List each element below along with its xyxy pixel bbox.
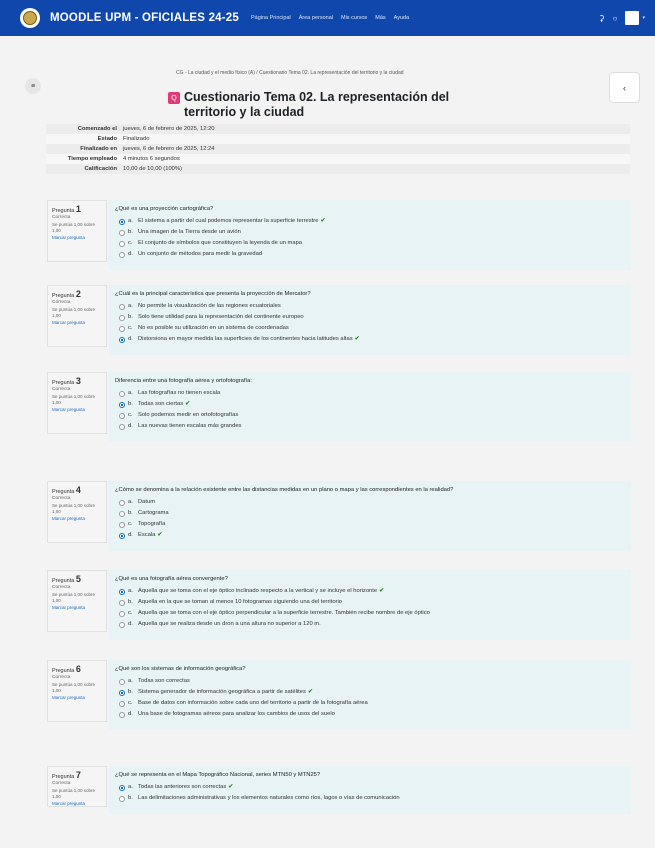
answer-option[interactable] <box>115 401 626 408</box>
site-name[interactable]: MOODLE UPM - OFICIALES 24-25 <box>50 12 239 24</box>
answer-text: No es posible su utilización en un sistema de coordenadas <box>138 325 289 331</box>
flag-question-link[interactable]: Marcar pregunta <box>52 407 86 412</box>
answer-letter: a. <box>128 588 133 594</box>
answer-radio[interactable] <box>119 533 125 539</box>
answer-option[interactable] <box>115 689 626 696</box>
question-number-value: 5 <box>75 574 81 584</box>
question-prefix: Pregunta <box>52 380 75 386</box>
flag-question-link[interactable]: Marcar pregunta <box>52 320 86 325</box>
question-info <box>47 372 107 434</box>
answer-radio[interactable] <box>119 589 125 595</box>
question-number <box>52 376 102 386</box>
question-info <box>47 570 107 632</box>
question-number <box>52 770 102 780</box>
answer-option[interactable] <box>115 621 626 628</box>
answer-text: El conjunto de símbolos que constituyen la leyenda de un mapa <box>138 240 303 246</box>
answer-text: Cartograma <box>138 510 169 516</box>
answer-letter: c. <box>128 700 133 706</box>
question-content <box>109 200 631 270</box>
page-header <box>168 90 488 120</box>
question-number <box>52 574 102 584</box>
question-prefix: Pregunta <box>52 208 75 214</box>
answer-text: Aquella que se toma con el eje óptico perpendicular a la superficie terrestre. También recibe nombre de eje óptico <box>138 610 430 616</box>
question-state: Correcta <box>52 781 71 786</box>
answer-option[interactable] <box>115 510 626 517</box>
answer-option[interactable] <box>115 412 626 419</box>
answer-radio[interactable] <box>119 337 125 343</box>
answer-text: Las nuevas tienen escalas más grandes <box>138 423 242 429</box>
answer-letter: b. <box>128 599 133 605</box>
nav-link-home[interactable]: Página Principal <box>250 15 291 21</box>
flag-question-link[interactable]: Marcar pregunta <box>52 516 86 521</box>
question-info <box>47 285 107 347</box>
answer-radio[interactable] <box>119 611 125 617</box>
answer-letter: a. <box>128 678 133 684</box>
page-title: Cuestionario Tema 02. La representación del territorio y la ciudad <box>184 90 450 119</box>
question-number <box>52 204 102 214</box>
question-content <box>109 660 631 730</box>
answer-option[interactable] <box>115 336 626 343</box>
answer-text: Topografía <box>138 521 166 527</box>
summary-row <box>46 154 630 164</box>
answer-option[interactable] <box>115 499 626 506</box>
logo-seal <box>23 11 37 25</box>
answer-text: Datum <box>138 499 156 505</box>
flag-question-link[interactable]: Marcar pregunta <box>52 235 86 240</box>
question-number-value: 4 <box>75 485 81 495</box>
check-icon: ✔ <box>228 784 234 790</box>
site-logo[interactable] <box>20 8 40 28</box>
question-info <box>47 766 107 807</box>
answer-radio[interactable] <box>119 413 125 419</box>
question-text: ¿Qué se representa en el Mapa Topográfico Nacional, series MTN50 y MTN25? <box>115 772 321 778</box>
question-grade: Se puntúa 1,00 sobre 1,00 <box>52 503 96 514</box>
answer-option[interactable] <box>115 240 626 247</box>
answer-option[interactable] <box>115 325 626 332</box>
answer-radio[interactable] <box>119 402 125 408</box>
avatar[interactable] <box>625 11 639 25</box>
answer-radio[interactable] <box>119 622 125 628</box>
top-navbar <box>0 0 655 36</box>
answer-option[interactable] <box>115 700 626 707</box>
answer-text: No permite la visualización de las regiones ecuatoriales <box>138 303 281 309</box>
answer-radio[interactable] <box>119 785 125 791</box>
answer-text: Todas son ciertas <box>138 401 184 407</box>
attempt-summary-table <box>46 124 630 174</box>
question-info <box>47 660 107 722</box>
answer-letter: d. <box>128 423 133 429</box>
answer-text: Una imagen de la Tierra desde un avión <box>138 229 241 235</box>
question-number <box>52 289 102 299</box>
answer-radio[interactable] <box>119 230 125 236</box>
answer-text: Distorsiona en mayor medida las superficies de los continentes hacia latitudes altas <box>138 336 353 342</box>
answer-letter: a. <box>128 390 133 396</box>
answer-letter: b. <box>128 795 133 801</box>
breadcrumb[interactable]: CG - La ciudad y el medio físico (A) / Cuestionario Tema 02. La representación del territorio y la ciudad <box>176 70 404 76</box>
question-state: Correcta <box>52 496 71 501</box>
answer-letter: c. <box>128 412 133 418</box>
summary-value: 4 minutos 6 segundos <box>123 156 180 162</box>
answer-letter: d. <box>128 336 133 342</box>
question-text: Diferencia entre una fotografía aérea y ortofotografía: <box>115 378 252 384</box>
quiz-icon: Q <box>168 92 180 104</box>
question-prefix: Pregunta <box>52 774 75 780</box>
nav-link-my-courses[interactable]: Mis cursos <box>340 15 368 21</box>
question-prefix: Pregunta <box>52 578 75 584</box>
question-text: ¿Qué son los sistemas de información geográfica? <box>115 666 246 672</box>
answer-radio[interactable] <box>119 219 125 225</box>
primary-nav <box>251 15 417 21</box>
question-content <box>109 766 631 814</box>
answer-option[interactable] <box>115 521 626 528</box>
answer-option[interactable] <box>115 229 626 236</box>
question-number <box>52 485 102 495</box>
question-content <box>109 481 631 551</box>
answer-radio[interactable] <box>119 500 125 506</box>
answer-letter: d. <box>128 532 133 538</box>
answer-radio[interactable] <box>119 600 125 606</box>
flag-question-link[interactable]: Marcar pregunta <box>52 605 86 610</box>
question-grade: Se puntúa 1,00 sobre 1,00 <box>52 394 96 405</box>
answer-text: Todas son correctas <box>138 678 190 684</box>
question-grade: Se puntúa 1,00 sobre 1,00 <box>52 307 96 318</box>
answer-letter: b. <box>128 510 133 516</box>
course-index-toggle[interactable]: ≡ <box>25 78 41 94</box>
check-icon: ✔ <box>320 218 326 224</box>
answer-option[interactable] <box>115 588 626 595</box>
answer-option[interactable] <box>115 784 626 791</box>
summary-value: Finalizado <box>123 136 150 142</box>
answer-letter: b. <box>128 314 133 320</box>
answer-option[interactable] <box>115 390 626 397</box>
answer-text: Sistema generador de información geográfica a partir de satélites <box>138 689 306 695</box>
question-text: ¿Cómo se denomina a la relación existente entre las distancias medidas en un plano o mapa y las correspondientes en la realidad? <box>115 487 454 493</box>
answer-text: El sistema a partir del cual podemos representar la superficie terrestre <box>138 218 319 224</box>
answer-letter: b. <box>128 689 133 695</box>
question-grade: Se puntúa 1,00 sobre 1,00 <box>52 592 96 603</box>
answer-text: Escala <box>138 532 156 538</box>
answer-letter: d. <box>128 711 133 717</box>
answer-letter: d. <box>128 251 133 257</box>
question-text: ¿Qué es una proyección cartográfica? <box>115 206 214 212</box>
answer-option[interactable] <box>115 218 626 225</box>
answer-radio[interactable] <box>119 252 125 258</box>
answer-option[interactable] <box>115 711 626 718</box>
question-state: Correcta <box>52 675 71 680</box>
question-number <box>52 664 102 674</box>
answer-radio[interactable] <box>119 315 125 321</box>
nav-right <box>599 11 645 25</box>
answer-radio[interactable] <box>119 701 125 707</box>
question-grade: Se puntúa 1,00 sobre 1,00 <box>52 682 96 693</box>
check-icon: ✔ <box>354 336 360 342</box>
answer-option[interactable] <box>115 599 626 606</box>
answer-option[interactable] <box>115 251 626 258</box>
answer-radio[interactable] <box>119 522 125 528</box>
answer-letter: c. <box>128 610 133 616</box>
question-prefix: Pregunta <box>52 489 75 495</box>
answer-text: Una base de fotogramas aéreos para analizar los cambios de usos del suelo <box>138 711 335 717</box>
summary-label: Calificación <box>84 166 117 172</box>
answer-radio[interactable] <box>119 712 125 718</box>
answer-radio[interactable] <box>119 690 125 696</box>
question-state: Correcta <box>52 387 71 392</box>
flag-question-link[interactable]: Marcar pregunta <box>52 801 86 806</box>
summary-label: Estado <box>97 136 117 142</box>
answer-radio[interactable] <box>119 241 125 247</box>
answer-text: Aquella que se toma con el eje óptico inclinado respecto a la vertical y se incluye el horizonte <box>138 588 378 594</box>
summary-label: Comenzado el <box>77 126 117 132</box>
question-prefix: Pregunta <box>52 293 75 299</box>
answer-letter: a. <box>128 218 133 224</box>
summary-value: jueves, 6 de febrero de 2025, 12:20 <box>123 126 215 132</box>
answer-option[interactable] <box>115 423 626 430</box>
answer-letter: c. <box>128 240 133 246</box>
answer-text: Aquella que se realiza desde un dron a una altura no superior a 120 m. <box>138 621 321 627</box>
answer-text: Las fotografías no tienen escala <box>138 390 221 396</box>
check-icon: ✔ <box>157 532 163 538</box>
question-text: ¿Qué es una fotografía aérea convergente? <box>115 576 228 582</box>
question-content <box>109 285 631 355</box>
answer-option[interactable] <box>115 610 626 617</box>
answer-option[interactable] <box>115 532 626 539</box>
answer-text: Base de datos con información sobre cada uno del territorio a partir de la fotografía aérea <box>138 700 368 706</box>
question-number-value: 3 <box>75 376 81 386</box>
question-grade: Se puntúa 1,00 sobre 1,00 <box>52 788 96 799</box>
answer-option[interactable] <box>115 303 626 310</box>
summary-value: 10,00 de 10,00 (100%) <box>123 166 182 172</box>
question-prefix: Pregunta <box>52 668 75 674</box>
question-info <box>47 200 107 262</box>
nav-link-help[interactable]: Ayuda <box>393 15 410 21</box>
check-icon: ✔ <box>379 588 384 594</box>
summary-row <box>46 134 630 144</box>
bell-icon[interactable]: ⚳ <box>598 13 605 23</box>
question-state: Correcta <box>52 215 71 220</box>
answer-radio[interactable] <box>119 326 125 332</box>
question-content <box>109 570 631 640</box>
answer-text: Solo tiene utilidad para la representación del continente europeo <box>138 314 304 320</box>
block-drawer-toggle[interactable]: ‹ <box>609 72 640 103</box>
answer-letter: d. <box>128 621 133 627</box>
question-number-value: 7 <box>75 770 81 780</box>
answer-letter: c. <box>128 521 133 527</box>
answer-letter: c. <box>128 325 133 331</box>
answer-text: Las delimitaciones administrativas y los elementos naturales como ríos, lagos o vías de comunicación <box>138 795 400 801</box>
answer-letter: a. <box>128 499 133 505</box>
summary-row <box>46 144 630 154</box>
chevron-down-icon[interactable]: ▾ <box>642 15 645 21</box>
question-number-value: 2 <box>75 289 81 299</box>
answer-option[interactable] <box>115 314 626 321</box>
question-grade: Se puntúa 1,00 sobre 1,00 <box>52 222 96 233</box>
nav-link-dashboard[interactable]: Área personal <box>298 15 333 21</box>
answer-letter: a. <box>128 303 133 309</box>
flag-question-link[interactable]: Marcar pregunta <box>52 695 86 700</box>
answer-radio[interactable] <box>119 304 125 310</box>
chat-icon[interactable]: ○ <box>612 13 618 23</box>
answer-letter: b. <box>128 401 133 407</box>
answer-text: Un conjunto de métodos para medir la gravedad <box>138 251 263 257</box>
answer-text: Solo podemos medir en ortofotografías <box>138 412 239 418</box>
question-number-value: 6 <box>75 664 81 674</box>
summary-label: Tiempo empleado <box>67 156 117 162</box>
question-content <box>109 372 631 442</box>
nav-link-more[interactable]: Más <box>375 15 386 21</box>
answer-radio[interactable] <box>119 679 125 685</box>
answer-option[interactable] <box>115 795 626 802</box>
question-state: Correcta <box>52 300 71 305</box>
question-number-value: 1 <box>75 204 81 214</box>
answer-text: Todas las anteriores son correctas <box>138 784 227 790</box>
answer-radio[interactable] <box>119 391 125 397</box>
question-text: ¿Cuál es la principal característica que presenta la proyección de Mercator? <box>115 291 311 297</box>
summary-row <box>46 164 630 174</box>
answer-radio[interactable] <box>119 511 125 517</box>
summary-value: jueves, 6 de febrero de 2025, 12:24 <box>123 146 215 152</box>
check-icon: ✔ <box>185 401 190 407</box>
answer-radio[interactable] <box>119 796 125 802</box>
answer-letter: a. <box>128 784 133 790</box>
question-info <box>47 481 107 543</box>
question-state: Correcta <box>52 585 71 590</box>
check-icon: ✔ <box>307 689 313 695</box>
summary-label: Finalizado en <box>80 146 117 152</box>
answer-radio[interactable] <box>119 424 125 430</box>
answer-text: Aquella en la que se toman al menos 10 fotogramas siguiendo una del territorio <box>138 599 342 605</box>
answer-letter: b. <box>128 229 133 235</box>
summary-row <box>46 124 630 134</box>
answer-option[interactable] <box>115 678 626 685</box>
